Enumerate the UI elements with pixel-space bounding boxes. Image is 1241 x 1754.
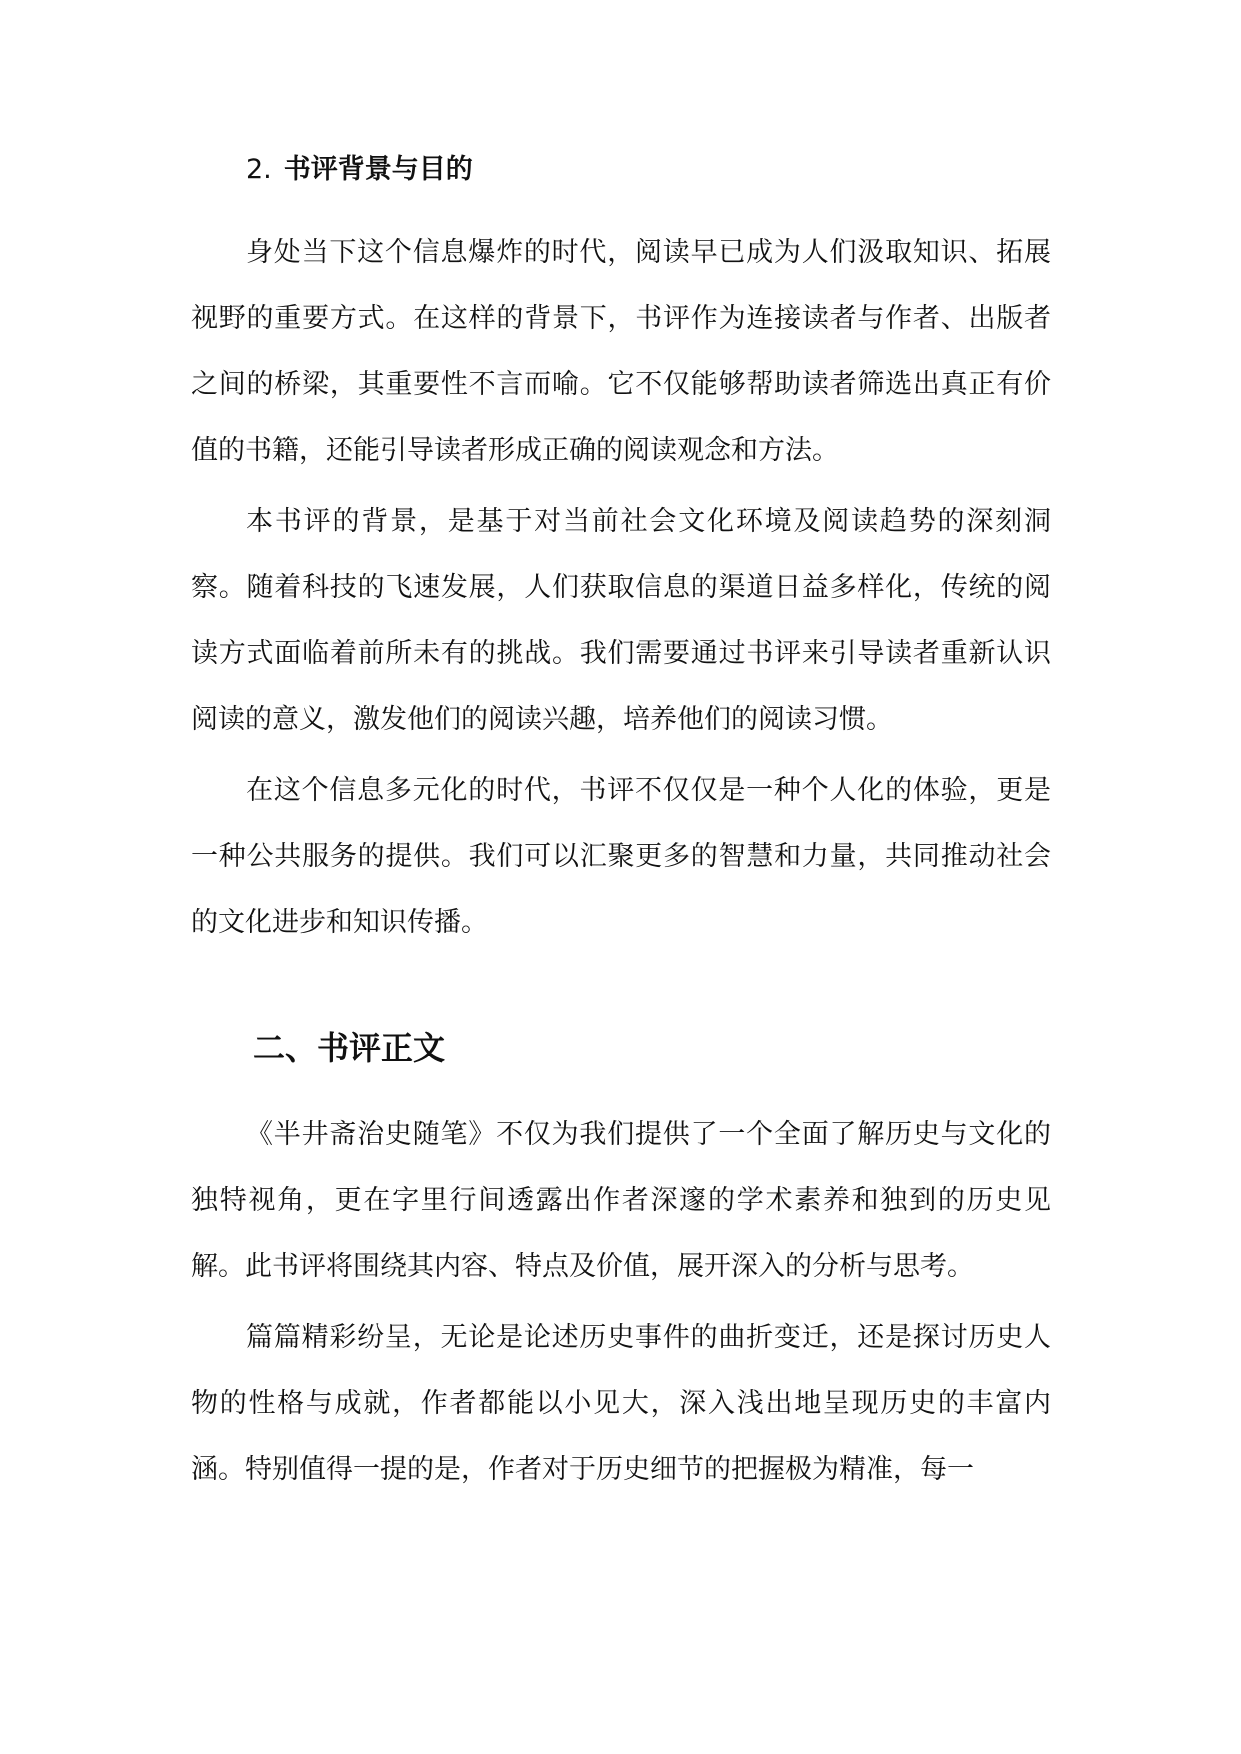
subsection-number: 2. [246,154,272,185]
paragraph: 《半井斋治史随笔》不仅为我们提供了一个全面了解历史与文化的独特视角，更在字里行间透露出作者深邃的学术素养和独到的历史见解。此书评将围绕其内容、特点及价值，展开深入的分析与思考。 [191,1119,1051,1282]
section-heading: 二、书评正文 [253,1029,446,1067]
subsection-title: 书评背景与目的 [283,154,473,185]
paragraph: 在这个信息多元化的时代，书评不仅仅是一种个人化的体验，更是一种公共服务的提供。我们可以汇聚更多的智慧和力量，共同推动社会的文化进步和知识传播。 [191,775,1051,938]
paragraph: 身处当下这个信息爆炸的时代，阅读早已成为人们汲取知识、拓展视野的重要方式。在这样的背景下，书评作为连接读者与作者、出版者之间的桥梁，其重要性不言而喻。它不仅能够帮助读者筛选出真正有价值的书籍，还能引导读者形成正确的阅读观念和方法。 [191,237,1051,466]
document-body [191,140,1051,1508]
subsection-heading [246,140,1051,200]
paragraph: 篇篇精彩纷呈，无论是论述历史事件的曲折变迁，还是探讨历史人物的性格与成就，作者都能以小见大，深入浅出地呈现历史的丰富内涵。特别值得一提的是，作者对于历史细节的把握极为精准，每一 [191,1322,1051,1485]
paragraph: 本书评的背景，是基于对当前社会文化环境及阅读趋势的深刻洞察。随着科技的飞速发展，人们获取信息的渠道日益多样化，传统的阅读方式面临着前所未有的挑战。我们需要通过书评来引导读者重新认识阅读的意义，激发他们的阅读兴趣，培养他们的阅读习惯。 [191,506,1051,735]
